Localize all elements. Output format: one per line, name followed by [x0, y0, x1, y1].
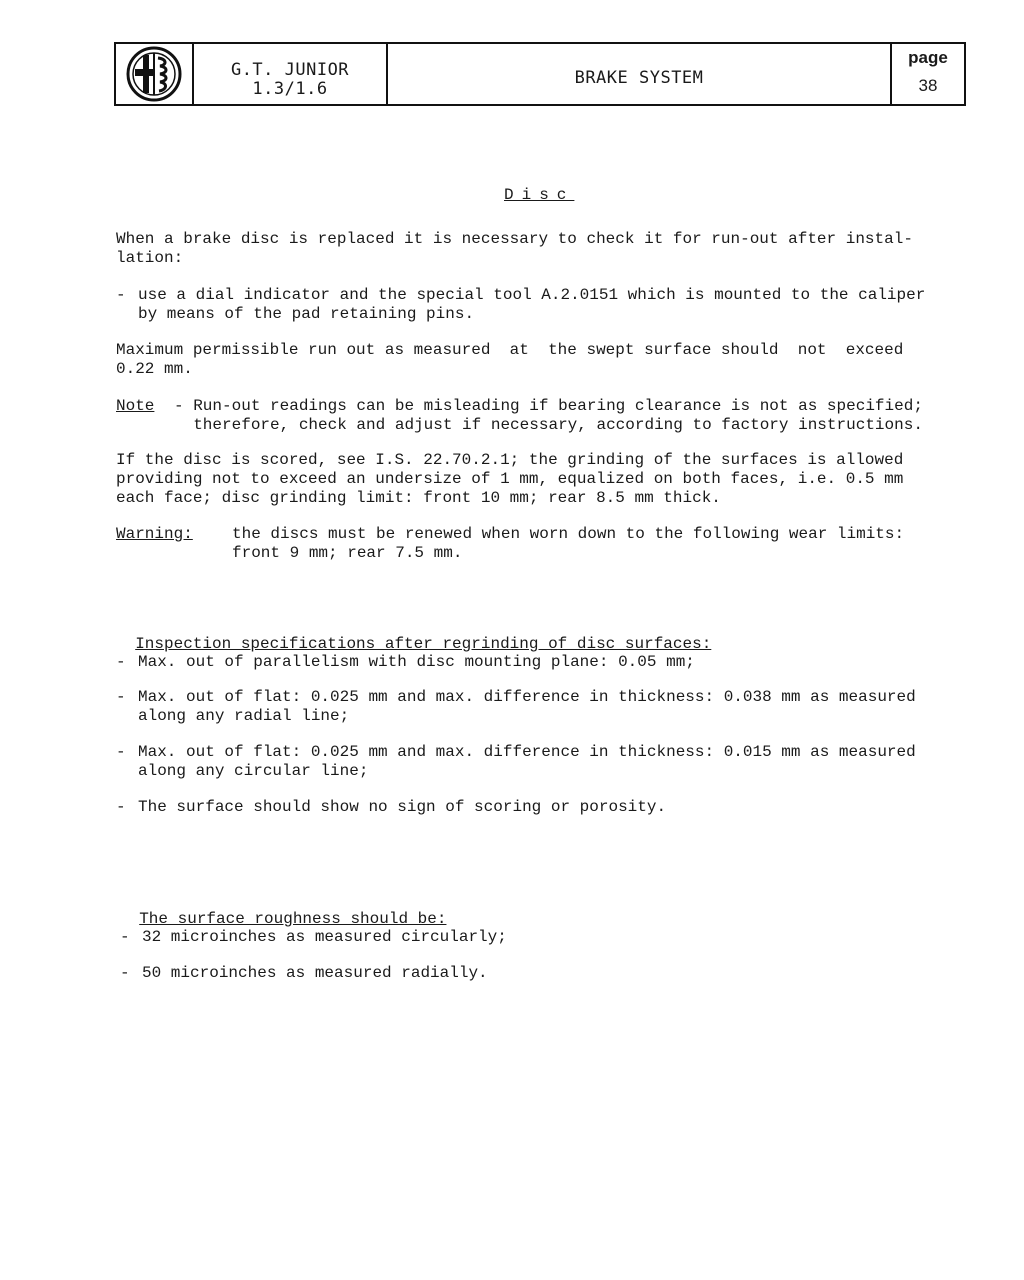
- page-header: [114, 42, 966, 106]
- model-name: G.T. JUNIOR: [230, 60, 350, 80]
- dash-marker: -: [120, 964, 130, 982]
- page-number: 38: [918, 76, 938, 95]
- inspection-item-text: The surface should show no sign of scoring or porosity.: [138, 798, 667, 816]
- intro-paragraph: When a brake disc is replaced it is necessary to check it for run-out after instal- lation:: [116, 230, 913, 267]
- note-text: - Run-out readings can be misleading if bearing clearance is not as specified; therefore, check and adjust if necessary, according to factory instructions.: [174, 397, 923, 434]
- max-runout-paragraph: Maximum permissible run out as measured at the swept surface should not exceed 0.22 mm.: [116, 341, 904, 378]
- warning-block: [116, 525, 974, 563]
- roughness-item: [120, 964, 978, 983]
- inspection-item-text: Max. out of parallelism with disc mounting plane: 0.05 mm;: [138, 653, 695, 671]
- alfa-romeo-emblem-icon: [123, 45, 185, 103]
- note-block: [116, 397, 974, 435]
- model-cell: [194, 44, 388, 104]
- roughness-item-text: 32 microinches as measured circularly;: [142, 928, 507, 946]
- roughness-heading-text: The surface roughness should be:: [139, 910, 447, 928]
- dash-marker: -: [116, 286, 126, 304]
- dash-marker: -: [116, 688, 126, 706]
- page-cell: [892, 44, 964, 104]
- inspection-item-text: Max. out of flat: 0.025 mm and max. difference in thickness: 0.038 mm as measured along any radial line;: [138, 688, 916, 725]
- roughness-item-text: 50 microinches as measured radially.: [142, 964, 488, 982]
- warning-text: the discs must be renewed when worn down to the following wear limits: front 9 mm; rear 7.5 mm.: [232, 525, 905, 562]
- roughness-item: [120, 928, 978, 947]
- inspection-item: [116, 798, 974, 817]
- logo-cell: [116, 44, 194, 104]
- inspection-item-text: Max. out of flat: 0.025 mm and max. difference in thickness: 0.015 mm as measured along any circular line;: [138, 743, 916, 780]
- inspection-item: [116, 688, 974, 726]
- dash-marker: -: [116, 743, 126, 761]
- warning-label: Warning:: [116, 525, 193, 543]
- inspection-item: [116, 653, 974, 672]
- scored-paragraph: If the disc is scored, see I.S. 22.70.2.1; the grinding of the surfaces is allowed providing not to exceed an undersize of 1 mm, equalized on both faces, i.e. 0.5 mm each face; disc grinding limit: front 10 mm; rear 8.5 mm thick.: [116, 451, 904, 507]
- engine-sizes: 1.3/1.6: [252, 79, 328, 99]
- dash-marker: -: [120, 928, 130, 946]
- roughness-heading: [120, 891, 978, 929]
- page-label: page: [908, 48, 948, 67]
- document-title: BRAKE SYSTEM: [388, 44, 892, 104]
- step-text: use a dial indicator and the special tool A.2.0151 which is mounted to the caliper by means of the pad retaining pins.: [138, 286, 926, 323]
- note-label: Note: [116, 397, 155, 415]
- dash-marker: -: [116, 798, 126, 816]
- step-item: [116, 286, 974, 324]
- inspection-item: [116, 743, 974, 781]
- dash-marker: -: [116, 653, 126, 671]
- inspection-heading: [116, 616, 974, 654]
- section-title: Disc: [504, 186, 575, 204]
- inspection-heading-text: Inspection specifications after regrinding of disc surfaces:: [135, 635, 712, 653]
